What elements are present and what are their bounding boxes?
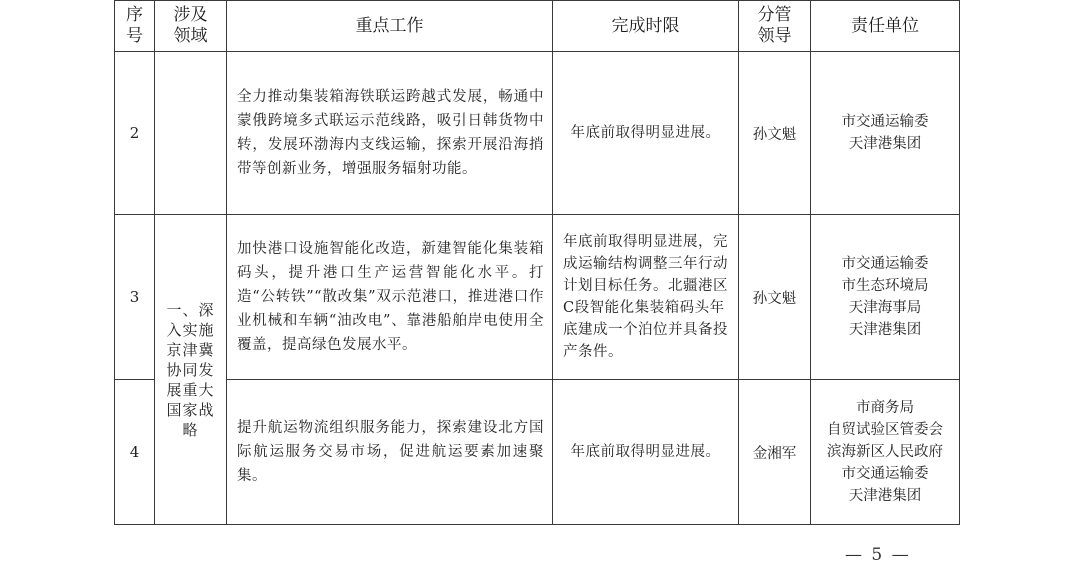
table-row [115, 380, 960, 525]
area-cell-empty [155, 52, 227, 215]
table-row [115, 52, 960, 215]
leader-cell: 孙文魁 [739, 52, 811, 215]
deadline-cell: 年底前取得明显进展。 [553, 380, 739, 525]
row-number: 4 [115, 380, 155, 525]
unit-item: 自贸试验区管委会 [827, 422, 943, 438]
unit-item: 市生态环境局 [841, 278, 929, 294]
deadline-cell: 年底前取得明显进展。 [553, 52, 739, 215]
header-work: 重点工作 [227, 1, 553, 52]
table-row [115, 215, 960, 380]
leader-cell: 金湘军 [739, 380, 811, 525]
unit-item: 市交通运输委 [841, 256, 929, 272]
row-number: 3 [115, 215, 155, 380]
unit-item: 天津海事局 [848, 300, 922, 316]
unit-item: 天津港集团 [848, 488, 922, 504]
work-cell: 加快港口设施智能化改造，新建智能化集装箱码头，提升港口生产运营智能化水平。打造“公转铁”“散改集”双示范港口，推进港口作业机械和车辆“油改电”、靠港船舶岸电使用全覆盖，提高绿色发展水平。 [227, 215, 553, 380]
deadline-cell: 年底前取得明显进展，完成运输结构调整三年行动计划目标任务。北疆港区C段智能化集装箱码头年底建成一个泊位并具备投产条件。 [553, 215, 739, 380]
unit-item: 滨海新区人民政府 [827, 444, 943, 460]
work-cell: 提升航运物流组织服务能力，探索建设北方国际航运服务交易市场，促进航运要素加速聚集。 [227, 380, 553, 525]
unit-item: 市商务局 [856, 400, 914, 416]
unit-item: 市交通运输委 [841, 114, 929, 130]
work-cell: 全力推动集装箱海铁联运跨越式发展，畅通中蒙俄跨境多式联运示范线路，吸引日韩货物中转，发展环渤海内支线运输，探索开展沿海捎带等创新业务，增强服务辐射功能。 [227, 52, 553, 215]
leader-cell: 孙文魁 [739, 215, 811, 380]
unit-item: 市交通运输委 [841, 466, 929, 482]
table-header-row [115, 1, 960, 52]
header-leader: 分管领导 [739, 1, 811, 52]
header-area: 涉及领域 [155, 1, 227, 52]
unit-cell [811, 52, 960, 215]
header-deadline: 完成时限 [553, 1, 739, 52]
unit-item: 天津港集团 [848, 136, 922, 152]
unit-item: 天津港集团 [848, 322, 922, 338]
area-cell: 一、深入实施京津冀协同发展重大国家战略 [155, 215, 227, 525]
header-unit: 责任单位 [811, 1, 960, 52]
task-table [114, 0, 960, 525]
page-number: — 5 — [845, 545, 911, 565]
row-number: 2 [115, 52, 155, 215]
unit-cell [811, 215, 960, 380]
header-no: 序号 [115, 1, 155, 52]
unit-cell [811, 380, 960, 525]
